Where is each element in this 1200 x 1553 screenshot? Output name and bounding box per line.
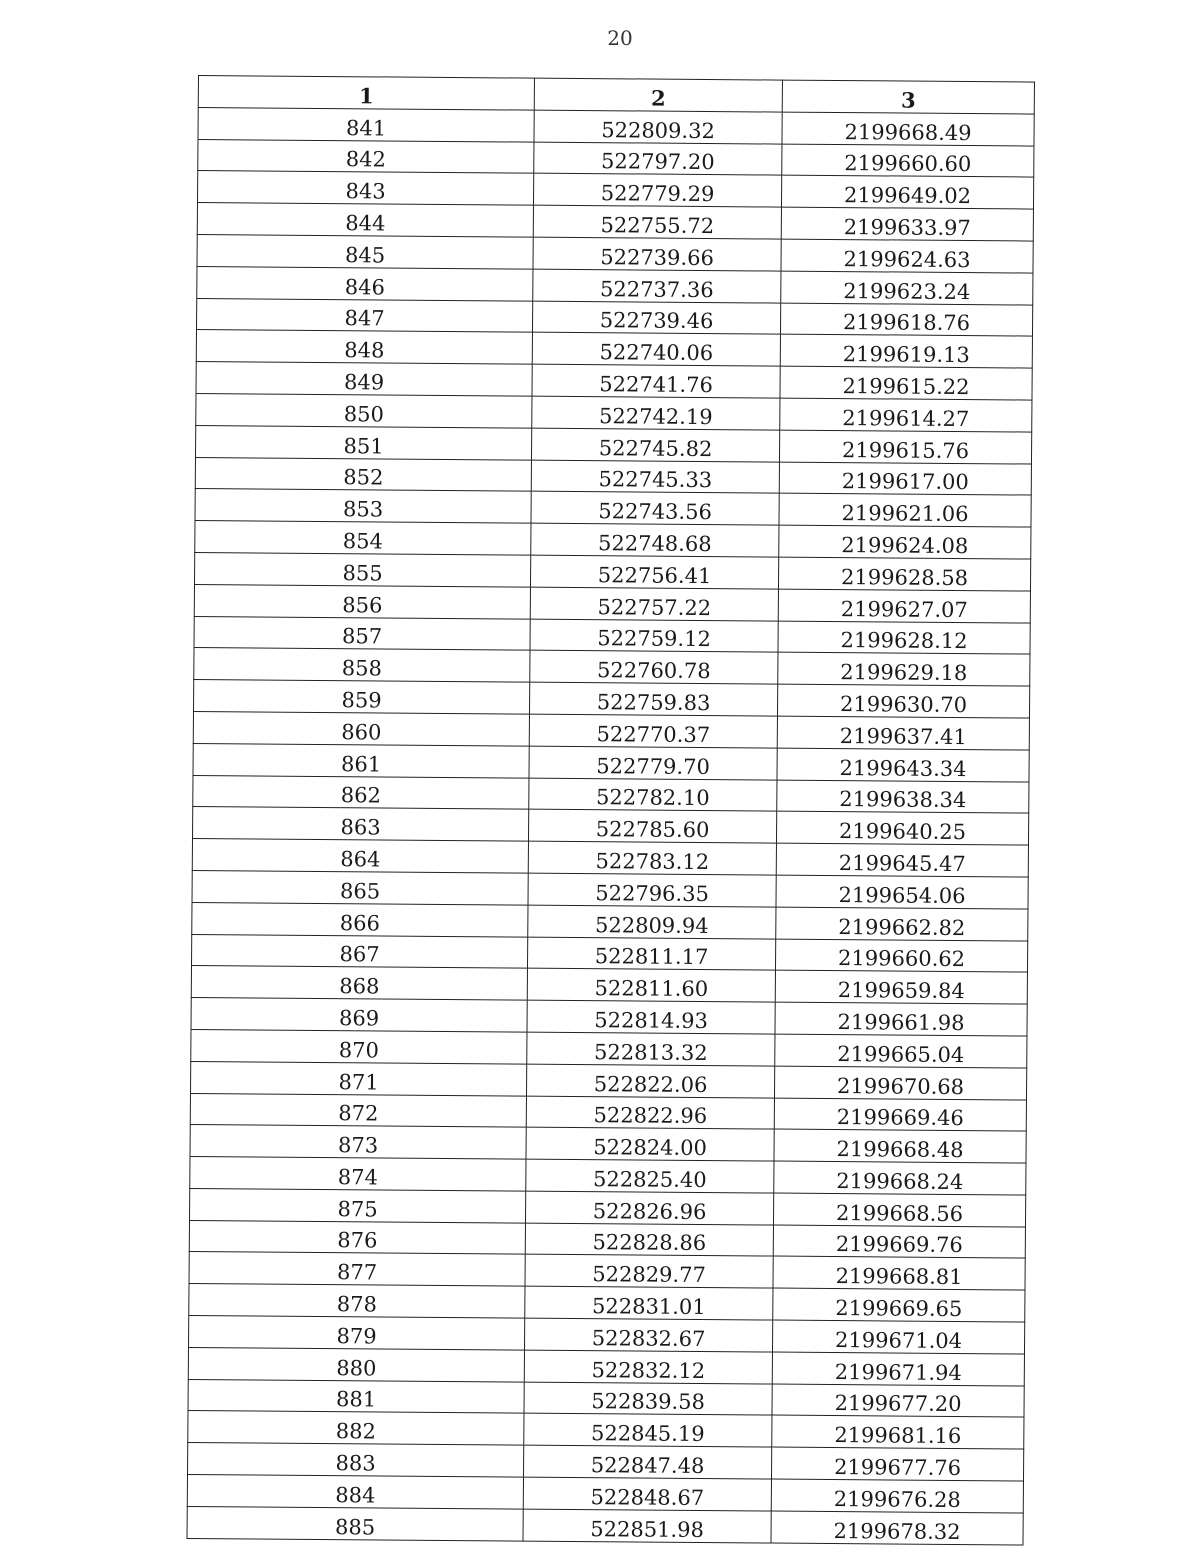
point-number-cell: 850 [196, 393, 532, 427]
point-number-cell: 846 [197, 266, 533, 300]
x-coordinate-cell: 522826.96 [525, 1191, 773, 1225]
x-coordinate-cell: 522809.94 [528, 905, 776, 939]
x-coordinate-cell: 522797.20 [534, 142, 782, 176]
point-number-cell: 844 [197, 203, 533, 237]
point-number-cell: 852 [195, 457, 531, 491]
point-number-cell: 874 [190, 1157, 526, 1191]
y-coordinate-cell: 2199628.58 [778, 557, 1030, 591]
point-number-cell: 856 [194, 584, 530, 618]
y-coordinate-cell: 2199624.63 [781, 239, 1033, 273]
point-number-cell: 877 [189, 1252, 525, 1286]
x-coordinate-cell: 522814.93 [527, 1000, 775, 1034]
point-number-cell: 869 [191, 998, 527, 1032]
point-number-cell: 847 [196, 298, 532, 332]
x-coordinate-cell: 522824.00 [526, 1127, 774, 1161]
y-coordinate-cell: 2199669.46 [774, 1098, 1026, 1132]
y-coordinate-cell: 2199654.06 [776, 875, 1028, 909]
x-coordinate-cell: 522748.68 [531, 523, 779, 557]
point-number-cell: 865 [192, 870, 528, 904]
x-coordinate-cell: 522796.35 [528, 873, 776, 907]
y-coordinate-cell: 2199677.76 [771, 1447, 1023, 1481]
point-number-cell: 855 [195, 552, 531, 586]
x-coordinate-cell: 522785.60 [528, 809, 776, 843]
point-number-cell: 845 [197, 234, 533, 268]
point-number-cell: 883 [188, 1443, 524, 1477]
y-coordinate-cell: 2199676.28 [771, 1479, 1023, 1513]
x-coordinate-cell: 522756.41 [530, 555, 778, 589]
point-number-cell: 848 [196, 330, 532, 364]
y-coordinate-cell: 2199671.94 [772, 1352, 1024, 1386]
point-number-cell: 881 [188, 1379, 524, 1413]
y-coordinate-cell: 2199614.27 [780, 398, 1032, 432]
point-number-cell: 885 [187, 1506, 523, 1540]
y-coordinate-cell: 2199668.48 [774, 1129, 1026, 1163]
point-number-cell: 864 [192, 839, 528, 873]
y-coordinate-cell: 2199660.60 [782, 144, 1034, 178]
y-coordinate-cell: 2199668.56 [773, 1193, 1025, 1227]
x-coordinate-cell: 522832.67 [524, 1318, 772, 1352]
y-coordinate-cell: 2199623.24 [781, 271, 1033, 305]
y-coordinate-cell: 2199630.70 [777, 684, 1029, 718]
y-coordinate-cell: 2199624.08 [779, 525, 1031, 559]
x-coordinate-cell: 522779.29 [533, 174, 781, 208]
point-number-cell: 854 [195, 521, 531, 555]
y-coordinate-cell: 2199671.04 [772, 1320, 1024, 1354]
x-coordinate-cell: 522839.58 [524, 1382, 772, 1416]
y-coordinate-cell: 2199628.12 [778, 621, 1030, 655]
x-coordinate-cell: 522745.82 [531, 428, 779, 462]
x-coordinate-cell: 522759.12 [530, 619, 778, 653]
y-coordinate-cell: 2199669.65 [773, 1288, 1025, 1322]
x-coordinate-cell: 522813.32 [527, 1032, 775, 1066]
table-row [187, 1506, 1023, 1544]
y-coordinate-cell: 2199678.32 [771, 1511, 1023, 1545]
y-coordinate-cell: 2199619.13 [780, 334, 1032, 368]
point-number-cell: 866 [192, 902, 528, 936]
point-number-cell: 842 [198, 139, 534, 173]
x-coordinate-cell: 522779.70 [529, 746, 777, 780]
point-number-cell: 873 [190, 1125, 526, 1159]
point-number-cell: 863 [193, 807, 529, 841]
x-coordinate-cell: 522759.83 [529, 682, 777, 716]
point-number-cell: 861 [193, 743, 529, 777]
y-coordinate-cell: 2199638.34 [777, 780, 1029, 814]
x-coordinate-cell: 522811.17 [527, 937, 775, 971]
y-coordinate-cell: 2199640.25 [776, 811, 1028, 845]
point-number-cell: 880 [188, 1347, 524, 1381]
x-coordinate-cell: 522848.67 [523, 1477, 771, 1511]
point-number-cell: 859 [194, 680, 530, 714]
x-coordinate-cell: 522737.36 [533, 269, 781, 303]
x-coordinate-cell: 522822.06 [526, 1064, 774, 1098]
x-coordinate-cell: 522742.19 [532, 396, 780, 430]
y-coordinate-cell: 2199621.06 [779, 493, 1031, 527]
point-number-cell: 879 [189, 1316, 525, 1350]
x-coordinate-cell: 522832.12 [524, 1350, 772, 1384]
x-coordinate-cell: 522845.19 [524, 1414, 772, 1448]
y-coordinate-cell: 2199668.24 [774, 1161, 1026, 1195]
x-coordinate-cell: 522739.46 [532, 301, 780, 335]
point-number-cell: 857 [194, 616, 530, 650]
column-header-3: 3 [782, 80, 1034, 114]
coordinates-table [187, 75, 1035, 1545]
y-coordinate-cell: 2199665.04 [775, 1034, 1027, 1068]
x-coordinate-cell: 522828.86 [525, 1223, 773, 1257]
y-coordinate-cell: 2199670.68 [774, 1066, 1026, 1100]
x-coordinate-cell: 522811.60 [527, 968, 775, 1002]
x-coordinate-cell: 522760.78 [530, 650, 778, 684]
x-coordinate-cell: 522770.37 [529, 714, 777, 748]
point-number-cell: 884 [187, 1475, 523, 1509]
point-number-cell: 870 [191, 1029, 527, 1063]
point-number-cell: 862 [193, 775, 529, 809]
x-coordinate-cell: 522829.77 [525, 1255, 773, 1289]
x-coordinate-cell: 522745.33 [531, 460, 779, 494]
y-coordinate-cell: 2199677.20 [772, 1384, 1024, 1418]
y-coordinate-cell: 2199661.98 [775, 1002, 1027, 1036]
y-coordinate-cell: 2199649.02 [781, 175, 1033, 209]
x-coordinate-cell: 522757.22 [530, 587, 778, 621]
point-number-cell: 843 [197, 171, 533, 205]
x-coordinate-cell: 522782.10 [529, 778, 777, 812]
point-number-cell: 882 [188, 1411, 524, 1445]
x-coordinate-cell: 522831.01 [525, 1286, 773, 1320]
x-coordinate-cell: 522822.96 [526, 1096, 774, 1130]
y-coordinate-cell: 2199643.34 [777, 748, 1029, 782]
point-number-cell: 841 [198, 107, 534, 141]
x-coordinate-cell: 522740.06 [532, 333, 780, 367]
y-coordinate-cell: 2199637.41 [777, 716, 1029, 750]
x-coordinate-cell: 522847.48 [523, 1445, 771, 1479]
point-number-cell: 867 [192, 934, 528, 968]
point-number-cell: 875 [190, 1188, 526, 1222]
y-coordinate-cell: 2199645.47 [776, 843, 1028, 877]
y-coordinate-cell: 2199668.49 [782, 112, 1034, 146]
y-coordinate-cell: 2199662.82 [776, 907, 1028, 941]
y-coordinate-cell: 2199669.76 [773, 1225, 1025, 1259]
x-coordinate-cell: 522755.72 [533, 205, 781, 239]
y-coordinate-cell: 2199681.16 [772, 1416, 1024, 1450]
y-coordinate-cell: 2199629.18 [778, 652, 1030, 686]
point-number-cell: 872 [190, 1093, 526, 1127]
y-coordinate-cell: 2199668.81 [773, 1257, 1025, 1291]
x-coordinate-cell: 522825.40 [526, 1159, 774, 1193]
y-coordinate-cell: 2199660.62 [775, 939, 1027, 973]
y-coordinate-cell: 2199618.76 [780, 303, 1032, 337]
y-coordinate-cell: 2199627.07 [778, 589, 1030, 623]
table-body [187, 107, 1034, 1544]
y-coordinate-cell: 2199633.97 [781, 207, 1033, 241]
x-coordinate-cell: 522743.56 [531, 491, 779, 525]
x-coordinate-cell: 522851.98 [523, 1509, 771, 1543]
y-coordinate-cell: 2199617.00 [779, 462, 1031, 496]
point-number-cell: 858 [194, 648, 530, 682]
point-number-cell: 853 [195, 489, 531, 523]
point-number-cell: 868 [191, 966, 527, 1000]
page-number: 20 [607, 26, 633, 50]
point-number-cell: 878 [189, 1284, 525, 1318]
x-coordinate-cell: 522739.66 [533, 237, 781, 271]
y-coordinate-cell: 2199615.22 [780, 366, 1032, 400]
y-coordinate-cell: 2199659.84 [775, 970, 1027, 1004]
point-number-cell: 871 [191, 1061, 527, 1095]
x-coordinate-cell: 522809.32 [534, 110, 782, 144]
point-number-cell: 849 [196, 362, 532, 396]
column-header-1: 1 [198, 76, 534, 110]
y-coordinate-cell: 2199615.76 [779, 430, 1031, 464]
x-coordinate-cell: 522741.76 [532, 364, 780, 398]
column-header-2: 2 [534, 78, 782, 112]
point-number-cell: 860 [193, 711, 529, 745]
coordinates-table-container [187, 75, 1034, 1545]
point-number-cell: 851 [195, 425, 531, 459]
point-number-cell: 876 [189, 1220, 525, 1254]
x-coordinate-cell: 522783.12 [528, 841, 776, 875]
